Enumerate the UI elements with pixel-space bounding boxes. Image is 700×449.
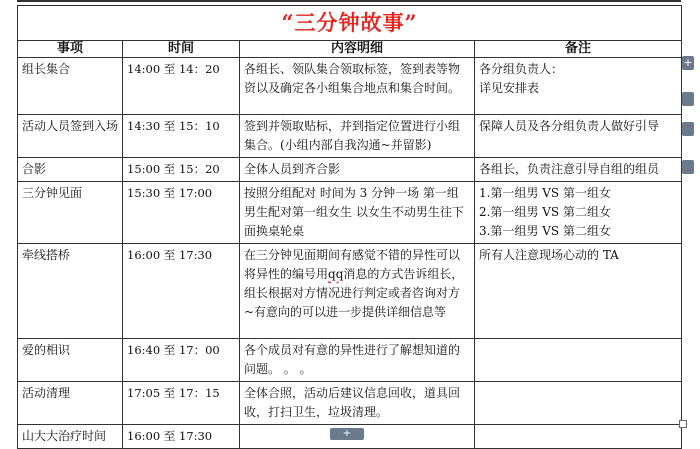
cell-item[interactable]: 三分钟见面 [18, 182, 123, 244]
table-resize-handle-icon[interactable] [679, 420, 687, 428]
table-row [18, 115, 682, 158]
column-handle-icon[interactable] [682, 92, 694, 106]
cell-item[interactable]: 合影 [18, 158, 123, 182]
cell-content[interactable]: 各个成员对有意的异性进行了解想知道的问题。 。 。 [240, 339, 475, 382]
cell-time[interactable]: 17:05 至 17：15 [123, 382, 240, 425]
note-list-line: 2.第一组男 VS 第二组女 [479, 205, 611, 219]
spellcheck-underlined-text: qq [328, 267, 344, 281]
header-content: 内容明细 [240, 41, 475, 58]
table-header-row [18, 41, 682, 58]
cell-note[interactable] [475, 339, 682, 382]
cell-time[interactable]: 15:00 至 15：20 [123, 158, 240, 182]
cell-item[interactable]: 组长集合 [18, 58, 123, 115]
cell-item[interactable]: 牵线搭桥 [18, 244, 123, 339]
content-text: 消息的方式告诉组长，组长根据对方情况进行判定或者咨询对方~有意向的可以进一步提供详细信息等 [244, 267, 464, 319]
cell-note[interactable]: 所有人注意现场心动的 TA [475, 244, 682, 339]
header-note: 备注 [475, 41, 682, 58]
content-text: 在三分钟见面期间有感觉不错的异性可以将异性的编号用 [244, 248, 461, 281]
table-row [18, 58, 682, 115]
header-item: 事项 [18, 41, 123, 58]
table-row [18, 158, 682, 182]
cell-note[interactable] [475, 182, 682, 244]
table-row [18, 182, 682, 244]
schedule-table [17, 5, 682, 449]
cell-item[interactable]: 活动清理 [18, 382, 123, 425]
cell-time[interactable]: 14:00 至 14：20 [123, 58, 240, 115]
column-handle-icon[interactable] [682, 160, 694, 174]
cell-content[interactable]: 全体人员到齐合影 [240, 158, 475, 182]
cell-time[interactable]: 14:30 至 15：10 [123, 115, 240, 158]
note-list-line: 3.第一组男 VS 第二组女 [479, 224, 611, 238]
add-row-handle-icon[interactable]: + [330, 428, 364, 440]
header-time: 时间 [123, 41, 240, 58]
cell-note[interactable]: 各组长，负责注意引导自组的组员 [475, 158, 682, 182]
document-title: “三分钟故事” [18, 6, 682, 41]
cell-time[interactable]: 16:40 至 17：00 [123, 339, 240, 382]
page-top-rule [17, 0, 681, 2]
cell-note[interactable]: 各分组负责人： 详见安排表 [475, 58, 682, 115]
table-row [18, 244, 682, 339]
cell-content[interactable] [240, 244, 475, 339]
cell-item[interactable]: 爱的相识 [18, 339, 123, 382]
cell-time[interactable]: 16:00 至 17:30 [123, 244, 240, 339]
cell-content[interactable]: 全体合照，活动后建议信息回收，道具回收，打扫卫生，垃圾清理。 [240, 382, 475, 425]
table-row [18, 339, 682, 382]
cell-note[interactable]: 保障人员及各分组负责人做好引导 [475, 115, 682, 158]
cell-item[interactable]: 山大大治疗时间 [18, 425, 123, 449]
note-list-line: 1.第一组男 VS 第一组女 [479, 186, 611, 200]
cell-item[interactable]: 活动人员签到入场 [18, 115, 123, 158]
column-handle-icon[interactable] [682, 122, 694, 136]
cell-content[interactable]: 按照分组配对 时间为 3 分钟一场 第一组男生配对第一组女生 以女生不动男生往下面换桌轮桌 [240, 182, 475, 244]
cell-time[interactable]: 15:30 至 17:00 [123, 182, 240, 244]
cell-note[interactable] [475, 425, 682, 449]
cell-note[interactable] [475, 382, 682, 425]
add-column-handle-icon[interactable]: + [683, 56, 693, 69]
cell-content[interactable]: 各组长、领队集合领取标签，签到表等物资以及确定各小组集合地点和集合时间。 [240, 58, 475, 115]
cell-content[interactable]: 签到并领取贴标，并到指定位置进行小组集合。(小组内部自我沟通~并留影) [240, 115, 475, 158]
table-row [18, 382, 682, 425]
cell-time[interactable]: 16:00 至 17:30 [123, 425, 240, 449]
